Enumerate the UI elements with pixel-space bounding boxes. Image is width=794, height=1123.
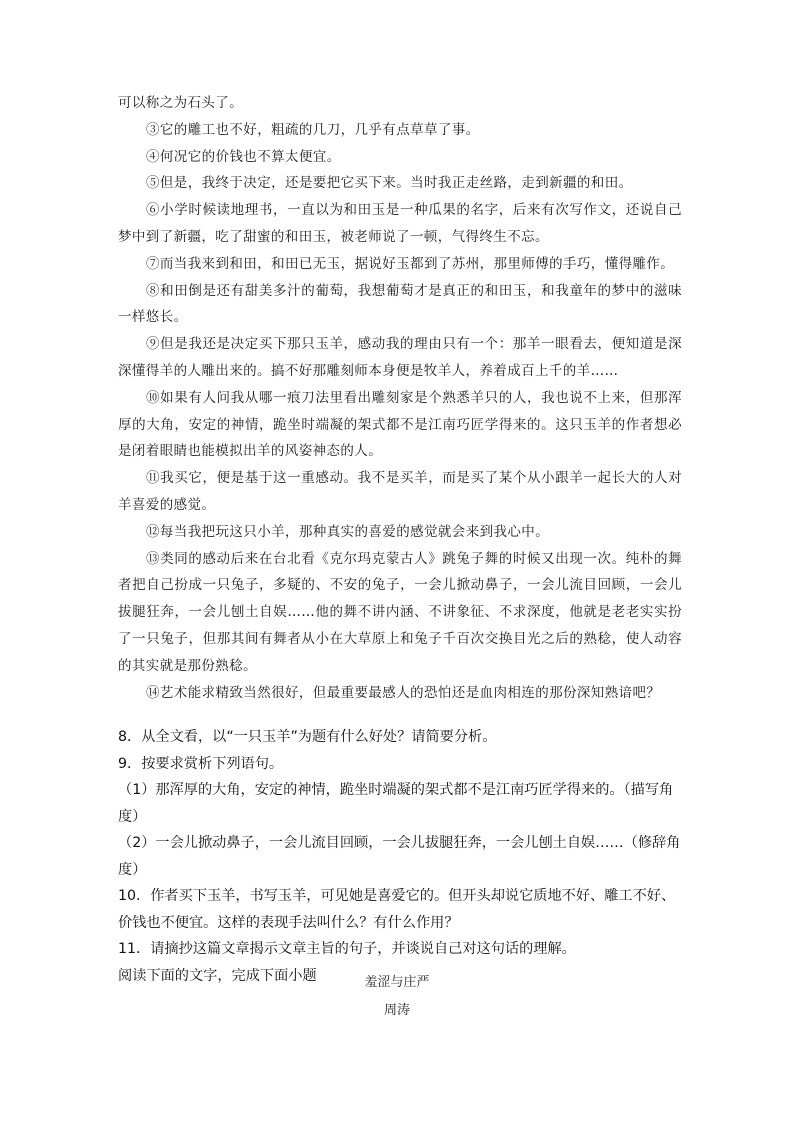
passage-paragraph: ⑫每当我把玩这只小羊，那种真实的喜爱的感觉就会来到我心中。 (146, 523, 550, 540)
next-passage-title: 羞涩与庄严 (364, 975, 430, 990)
passage-paragraph: ⑬类同的感动后来在台北看《克尔玛克蒙古人》跳兔子舞的时候又出现一次。纯朴的舞者把自己扮成一只兔子，多疑的、不安的兔子，一会儿掀动鼻子，一会儿流目回顾，一会儿拔腿狂奔，一会儿刨土自娱……他的舞不讲内涵、不讲象征、不求深度，他就是老老实实扮了一只兔子，但那其间有舞者从小在大草原上和兔子千百次交换目光之后的熟稔，使人动容的其实就是那份熟稔。 (118, 550, 682, 674)
question-11: 11．请摘抄这篇文章揭示文章主旨的句子，并谈说自己对这句话的理解。 (118, 941, 576, 957)
reading-instruction: 阅读下面的文字，完成下面小题 (118, 967, 317, 984)
passage-paragraph: ⑪我买它，便是基于这一重感动。我不是买羊，而是买了某个从小跟羊一起长大的人对羊喜爱的感觉。 (118, 470, 682, 513)
passage-paragraph: ⑨但是我还是决定买下那只玉羊，感动我的理由只有一个：那羊一眼看去，便知道是深深懂得羊的人雕出来的。搞不好那雕刻师本身便是牧羊人，养着成百上千的羊…… (118, 336, 682, 379)
question-9: 9．按要求赏析下列语句。 (118, 755, 284, 772)
passage-paragraph: ⑩如果有人问我从哪一痕刀法里看出雕刻家是个熟悉羊只的人，我也说不上来，但那浑厚的大角，安定的神情，跪坐时端凝的架式都不是江南巧匠学得来的。这只玉羊的作者想必是闭着眼睛也能模拟出羊的风姿神态的人。 (118, 389, 682, 460)
next-passage-author: 周涛 (383, 1003, 410, 1018)
question-10: 10．作者买下玉羊，书写玉羊，可见她是喜爱它的。但开头却说它质地不好、雕工不好、价钱也不便宜。这样的表现手法叫什么？有什么作用？ (118, 888, 676, 931)
passage-paragraph: ④何况它的价钱也不算太便宜。 (146, 148, 341, 165)
passage-paragraph: ⑥小学时候读地理书，一直以为和田玉是一种瓜果的名字，后来有次写作文，还说自己梦中到了新疆，吃了甜蜜的和田玉，被老师说了一顿，气得终生不忘。 (118, 202, 682, 245)
question-9-2: （2）一会儿掀动鼻子，一会儿流目回顾，一会儿拔腿狂奔，一会儿刨土自娱……（修辞角度） (118, 835, 681, 878)
passage-paragraph: ⑦而当我来到和田，和田已无玉，据说好玉都到了苏州，那里师傅的手巧，懂得雕作。 (146, 255, 675, 272)
passage-paragraph: ③它的雕工也不好，粗疏的几刀，几乎有点草草了事。 (146, 121, 480, 138)
passage-paragraph: ⑤但是，我终于决定，还是要把它买下来。当时我正走丝路，走到新疆的和田。 (146, 175, 633, 192)
question-8: 8．从全文看，以“一只玉羊”为题有什么好处？请简要分析。 (118, 729, 497, 745)
passage-paragraph: ⑧和田倒是还有甜美多汁的葡萄，我想葡萄才是真正的和田玉，和我童年的梦中的滋味一样悠长。 (118, 282, 682, 326)
passage-body (118, 90, 682, 706)
questions-section (118, 724, 684, 989)
question-9-1: （1）那浑厚的大角，安定的神情，跪坐时端凝的架式都不是江南巧匠学得来的。（描写角度） (118, 782, 674, 825)
passage-paragraph: 可以称之为石头了。 (118, 95, 244, 111)
passage-paragraph: ⑭艺术能求精致当然很好，但最重要最感人的恐怕还是血肉相连的那份深知熟谙吧？ (146, 684, 661, 701)
